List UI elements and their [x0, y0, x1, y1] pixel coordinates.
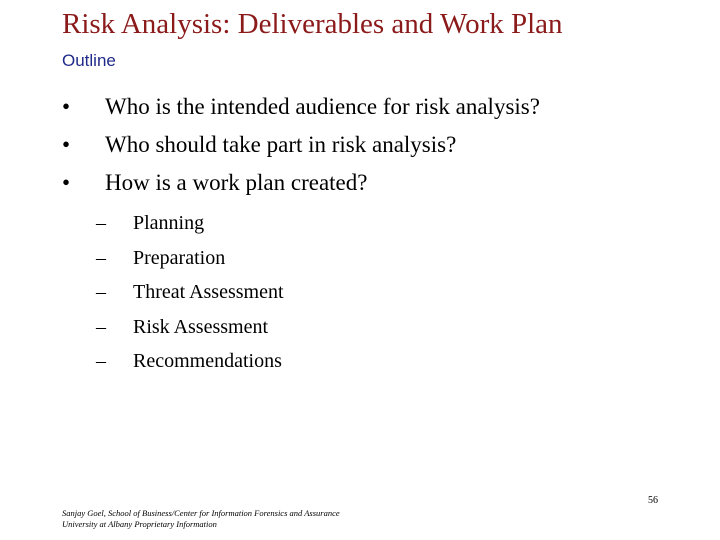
bullet-icon: •	[62, 170, 71, 195]
bullet-icon: •	[62, 94, 71, 119]
bullet-text: Who should take part in risk analysis?	[105, 132, 457, 157]
slide-subtitle: Outline	[62, 51, 116, 70]
slide-title: Risk Analysis: Deliverables and Work Plan	[62, 8, 563, 40]
bullet-text: How is a work plan created?	[105, 170, 368, 195]
sub-item-text: Recommendations	[133, 350, 282, 372]
dash-icon: –	[96, 315, 106, 338]
footer-line-affiliation: University at Albany Proprietary Information	[62, 519, 217, 529]
dash-icon: –	[96, 212, 106, 234]
bullet-text: Who is the intended audience for risk analysis?	[105, 94, 540, 119]
dash-icon: –	[96, 246, 106, 269]
bullet-icon: •	[62, 132, 71, 157]
sub-item-text: Threat Assessment	[133, 281, 284, 303]
dash-icon: –	[96, 350, 106, 372]
dash-icon: –	[96, 281, 106, 303]
footer-line-author: Sanjay Goel, School of Business/Center for Information Forensics and Assurance	[62, 508, 340, 518]
sub-item-text: Planning	[133, 212, 205, 234]
footer-credit	[62, 508, 340, 530]
page-number: 56	[648, 495, 658, 506]
sub-item-text: Preparation	[133, 246, 226, 269]
sub-item-text: Risk Assessment	[133, 315, 269, 338]
